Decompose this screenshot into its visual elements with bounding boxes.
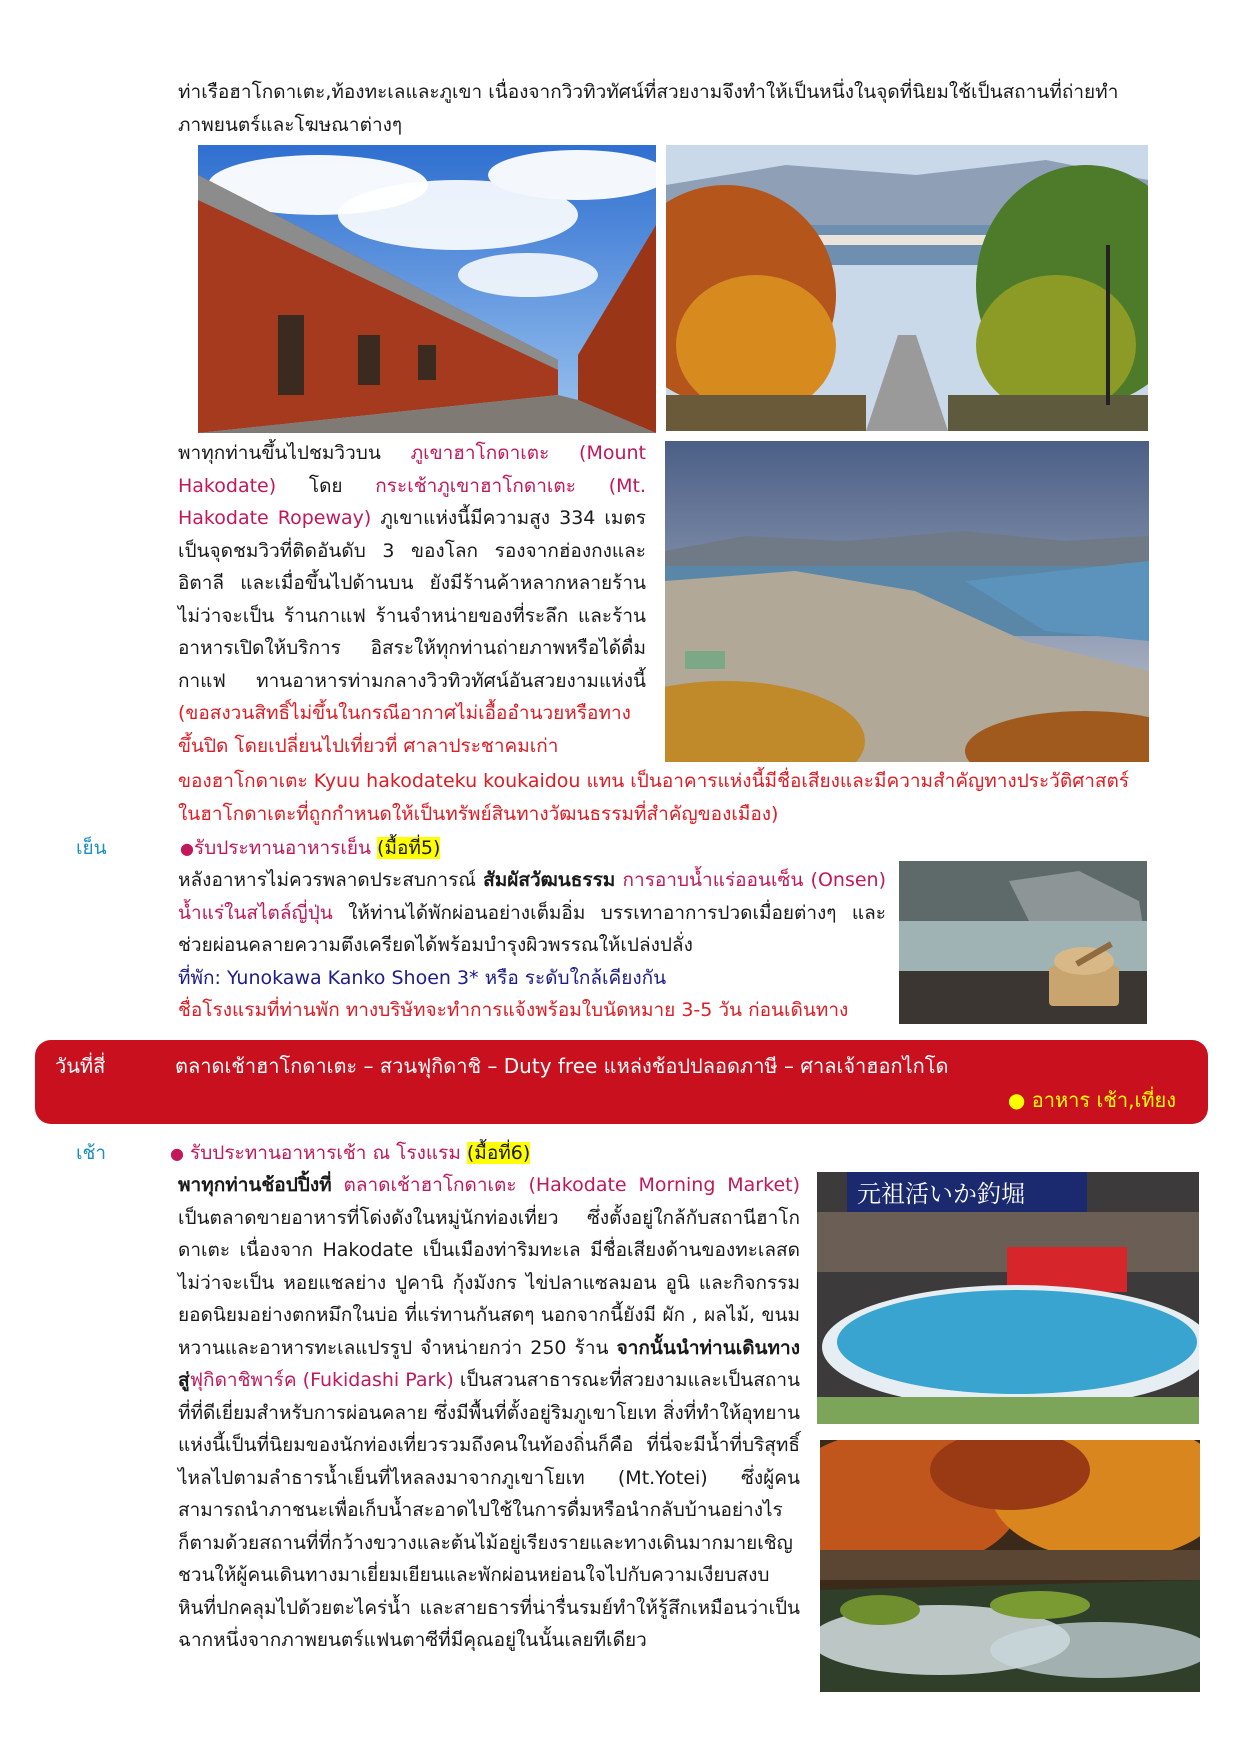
day-meals: [1008, 1084, 1176, 1116]
brick-warehouse-photo: [198, 145, 656, 433]
hachiman-slope-photo: [666, 145, 1148, 431]
morning-paragraph: [178, 1169, 800, 1657]
mount-hakodate-link: ภูเขาฮาโกดาเตะ (Mount Hakodate): [178, 442, 647, 497]
onsen-intro: หลังอาหารไม่ควรพลาดประสบการณ์: [178, 869, 484, 891]
mount-by-text: โดย: [276, 474, 376, 497]
breakfast-meal-label: รับประทานอาหารเช้า ณ โรงแรม: [190, 1142, 461, 1164]
hakodate-city-view-photo: [665, 441, 1149, 762]
plate-icon: ●: [180, 839, 194, 858]
onsen-culture: สัมผัสวัฒนธรรม: [483, 869, 616, 891]
plate-icon: ●: [170, 1144, 184, 1163]
mount-hakodate-paragraph: [178, 437, 646, 762]
dinner-meal-label: รับประทานอาหารเย็น: [193, 837, 371, 859]
morning-market-photo: [817, 1172, 1199, 1424]
shopping-intro: พาทุกท่านช้อปปิ้งที่: [178, 1174, 332, 1196]
onsen-name: การอาบน้ำแร่ออนเซ็น (Onsen) น้ำแร่ในสไตล์ญี่ปุ่น: [178, 869, 886, 924]
evening-slot-label: เย็น: [76, 837, 107, 859]
travel-to-text: จากนั้นนำท่านเดินทางสู่: [178, 1336, 800, 1391]
mount-notice-line-2: ของฮาโกดาเตะ Kyuu hakodateku koukaidou แทน เป็นอาคารแห่งนี้มีชื่อเสียงและมีความสำคัญทางประวัติศาสตร์: [178, 770, 1130, 792]
day-title: ตลาดเช้าฮาโกดาเตะ – สวนฟุกิดาชิ – Duty free แหล่งช้อปปลอดภาษี – ศาลเจ้าฮอกไกโด: [175, 1054, 949, 1078]
onsen-paragraph: [178, 864, 886, 1027]
mount-notice-continued: [178, 765, 1178, 830]
onsen-bath-photo: [899, 861, 1147, 1024]
hotel-note: ชื่อโรงแรมที่ท่านพัก ทางบริษัทจะทำการแจ้งพร้อมใบนัดหมาย 3-5 วัน ก่อนเดินทาง: [178, 999, 849, 1021]
intro-text: [178, 76, 1178, 141]
mount-notice-line-3: ในฮาโกดาเตะที่ถูกกำหนดให้เป็นทรัพย์สินทางวัฒนธรรมที่สำคัญของเมือง): [178, 802, 779, 825]
breakfast-meal-line: [170, 1138, 530, 1168]
dinner-meal-number: (มื้อที่5): [377, 837, 441, 859]
morning-market-name: ตลาดเช้าฮาโกดาเตะ (Hakodate Morning Market): [331, 1174, 800, 1196]
fukidashi-park-description: เป็นสวนสาธารณะที่สวยงามและเป็นสถานที่ที่ดีเยี่ยมสำหรับการผ่อนคลาย ซึ่งมีพื้นที่ตั้งอยู่ริมภูเขาโยเท สิ่งที่ทำให้อุทยานแห่งนี้เป็นที่นิยมของนักท่องเที่ยวรวมถึงคนในท้องถิ่นก็คือ ที่นี่จะมีน้ำที่บริสุทธิ์ไหลไปตามลำธารน้ำเย็นที่ไหลลงมาจากภูเขาโยเท (Mt.Yotei) ซึ่งผู้คนสามารถนำภาชนะเพื่อเก็บน้ำสะอาดไปใช้ในการดื่มหรือนำกลับบ้านอย่างไรก็ตามด้วยสถานที่ที่กว้างขวางและต้นไม้อยู่เรียงรายและทางเดินมากมายเชิญชวนให้ผู้คนเดินทางมาเยี่ยมเยียนและพักผ่อนหย่อนใจไปกับความเงียบสงบ หินที่ปกคลุมไปด้วยตะไคร่น้ำ และสายธารที่น่ารื่นรมย์ทำให้รู้สึกเหมือนว่าเป็นฉากหนึ่งจากภาพยนตร์แฟนตาซีที่มีคุณอยู่ในนั้นเลยทีเดียว: [178, 1369, 800, 1651]
dinner-meal-line: [180, 833, 440, 863]
mount-description: ภูเขาแห่งนี้มีความสูง 334 เมตร เป็นจุดชมวิวที่ติดอันดับ 3 ของโลก รองจากฮ่องกงและอิตาลี และเมื่อขึ้นไปด้านบน ยังมีร้านค้าหลากหลายร้าน ไม่ว่าจะเป็น ร้านกาแฟ ร้านจำหน่ายของที่ระลึก และร้านอาหารเปิดให้บริการ อิสระให้ทุกท่านถ่ายภาพหรือได้ดื่มกาแฟ ทานอาหารท่ามกลางวิวทิวทัศน์อันสวยงามแห่งนี้: [178, 507, 646, 692]
plate-icon: ●: [1007, 1088, 1026, 1112]
mount-intro-text: พาทุกท่านขึ้นไปชมวิวบน: [178, 442, 411, 464]
intro-line-1: ท่าเรือฮาโกดาเตะ,ท้องทะเลและภูเขา เนื่องจากวิวทิวทัศน์ที่สวยงามจึงทำให้เป็นหนึ่งในจุดที่นิยมใช้เป็นสถานที่ถ่ายทำ: [178, 81, 1119, 103]
breakfast-meal-number: (มื้อที่6): [466, 1142, 531, 1164]
mount-weather-notice: (ขอสงวนสิทธิ์ไม่ขึ้นในกรณีอากาศไม่เอื้ออำนวยหรือทางขึ้นปิด โดยเปลี่ยนไปเที่ยวที่ ศาลาประชาคมเก่า: [178, 702, 631, 757]
ropeway-name: กระเช้าภูเขาฮาโกดาเตะ (Mt. Hakodate Ropeway): [178, 474, 646, 529]
day-label: วันที่สี่: [55, 1054, 106, 1078]
intro-line-2: ภาพยนตร์และโฆษณาต่างๆ: [178, 113, 403, 136]
market-sign-text: 元祖活いか釣堀: [857, 1180, 1025, 1208]
day-four-header: [35, 1040, 1208, 1124]
hotel-info: ที่พัก: Yunokawa Kanko Shoen 3* หรือ ระดับใกล้เคียงกัน: [178, 966, 667, 989]
morning-slot-label: เช้า: [76, 1142, 107, 1164]
morning-market-description: เป็นตลาดขายอาหารที่โด่งดังในหมู่นักท่องเที่ยว ซึ่งตั้งอยู่ใกล้กับสถานีฮาโกดาเตะ เนื่องจาก Hakodate เป็นเมืองท่าริมทะเล มีชื่อเสียงด้านของทะเลสด ไม่ว่าจะเป็น หอยแชลย่าง ปูคานิ กุ้งมังกร ไข่ปลาแซลมอน อูนิ และกิจกรรมยอดนิยมอย่างตกหมึกในบ่อ ที่แร่ทานกันสดๆ นอกจากนี้ยังมี ผัก , ผลไม้, ขนมหวานและอาหารทะเลแปรรูป จำหน่ายกว่า 250 ร้าน: [178, 1206, 800, 1359]
fukidashi-park-photo: [820, 1440, 1200, 1692]
fukidashi-park-name: ฟุกิดาชิพาร์ค (Fukidashi Park): [189, 1369, 454, 1391]
onsen-description: ให้ท่านได้พักผ่อนอย่างเต็มอิ่ม บรรเทาอาการปวดเมื่อยต่างๆ และช่วยผ่อนคลายความตึงเครียดได้พร้อมบำรุงผิวพรรณให้เปล่งปลั่ง: [178, 901, 886, 956]
day-meals-label: อาหาร เช้า,เที่ยง: [1031, 1088, 1176, 1112]
